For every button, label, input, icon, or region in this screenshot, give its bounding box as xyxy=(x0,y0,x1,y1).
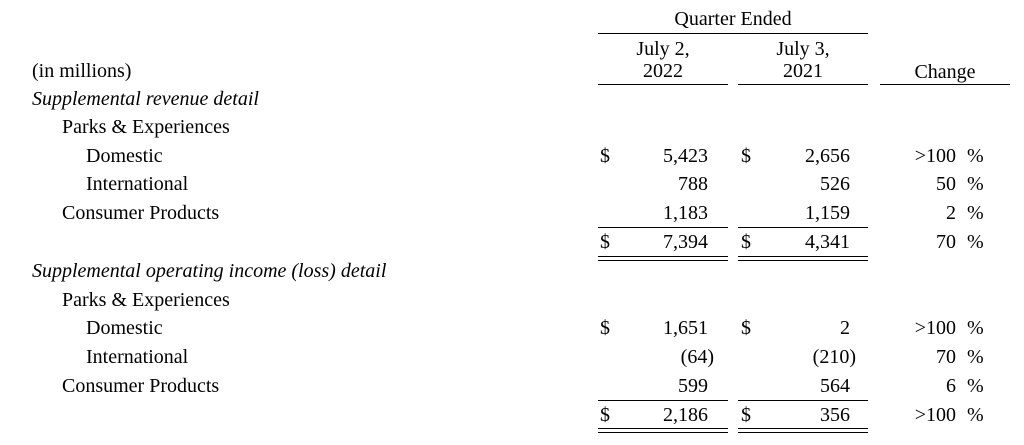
row-label: Consumer Products xyxy=(62,202,220,224)
col-2021-header-rule xyxy=(738,84,868,85)
value-2021: 564 xyxy=(820,375,850,397)
total-change: >100 xyxy=(914,404,956,426)
currency-symbol: $ xyxy=(741,231,751,253)
change-header-rule xyxy=(880,84,1010,85)
value-2022: 1,651 xyxy=(663,317,708,339)
row-label: International xyxy=(86,346,189,368)
value-2022: 1,183 xyxy=(663,202,708,224)
currency-symbol: $ xyxy=(600,317,610,339)
percent-sign: % xyxy=(967,231,984,253)
change-value: >100 xyxy=(914,317,956,339)
currency-symbol: $ xyxy=(600,231,610,253)
total-double-rule-2021 xyxy=(738,428,868,433)
revenue-segment-label: Parks & Experiences xyxy=(62,116,230,138)
total-double-rule-2022 xyxy=(598,428,728,433)
subtotal-rule-2021 xyxy=(738,227,868,228)
percent-sign: % xyxy=(967,173,984,195)
percent-sign: % xyxy=(967,375,984,397)
row-label: Consumer Products xyxy=(62,375,220,397)
value-2021: (210) xyxy=(812,346,856,368)
change-value: 70 xyxy=(936,346,956,368)
col-2021-header-line1: July 3, xyxy=(776,38,830,60)
row-label: International xyxy=(86,173,189,195)
percent-sign: % xyxy=(967,317,984,339)
total-2022: 2,186 xyxy=(663,404,708,426)
col-2022-header-line1: July 2, xyxy=(636,38,690,60)
change-header: Change xyxy=(914,61,976,83)
total-2021: 356 xyxy=(820,404,850,426)
currency-symbol: $ xyxy=(741,145,751,167)
value-2021: 526 xyxy=(820,173,850,195)
value-2021: 2,656 xyxy=(805,145,850,167)
value-2021: 2 xyxy=(840,317,850,339)
value-2022: 599 xyxy=(678,375,708,397)
value-2022: 788 xyxy=(678,173,708,195)
percent-sign: % xyxy=(967,145,984,167)
units-label: (in millions) xyxy=(32,60,132,82)
period-header: Quarter Ended xyxy=(674,8,792,30)
row-label: Domestic xyxy=(86,145,163,167)
change-value: >100 xyxy=(914,145,956,167)
col-2022-header-line2: 2022 xyxy=(643,60,683,82)
total-change: 70 xyxy=(936,231,956,253)
change-value: 2 xyxy=(946,202,956,224)
revenue-section-title: Supplemental revenue detail xyxy=(32,88,259,110)
total-double-rule-2022 xyxy=(598,256,728,261)
value-2022: (64) xyxy=(680,346,714,368)
subtotal-rule-2022 xyxy=(598,400,728,401)
total-2022: 7,394 xyxy=(663,231,708,253)
currency-symbol: $ xyxy=(600,145,610,167)
period-header-rule xyxy=(598,33,868,34)
total-2021: 4,341 xyxy=(805,231,850,253)
operating-segment-label: Parks & Experiences xyxy=(62,289,230,311)
percent-sign: % xyxy=(967,346,984,368)
currency-symbol: $ xyxy=(600,404,610,426)
value-2021: 1,159 xyxy=(805,202,850,224)
change-value: 50 xyxy=(936,173,956,195)
total-double-rule-2021 xyxy=(738,256,868,261)
col-2022-header-rule xyxy=(598,84,728,85)
subtotal-rule-2022 xyxy=(598,227,728,228)
subtotal-rule-2021 xyxy=(738,400,868,401)
row-label: Domestic xyxy=(86,317,163,339)
currency-symbol: $ xyxy=(741,404,751,426)
operating-section-title: Supplemental operating income (loss) detail xyxy=(32,260,387,282)
currency-symbol: $ xyxy=(741,317,751,339)
percent-sign: % xyxy=(967,404,984,426)
percent-sign: % xyxy=(967,202,984,224)
value-2022: 5,423 xyxy=(663,145,708,167)
change-value: 6 xyxy=(946,375,956,397)
col-2021-header-line2: 2021 xyxy=(783,60,823,82)
